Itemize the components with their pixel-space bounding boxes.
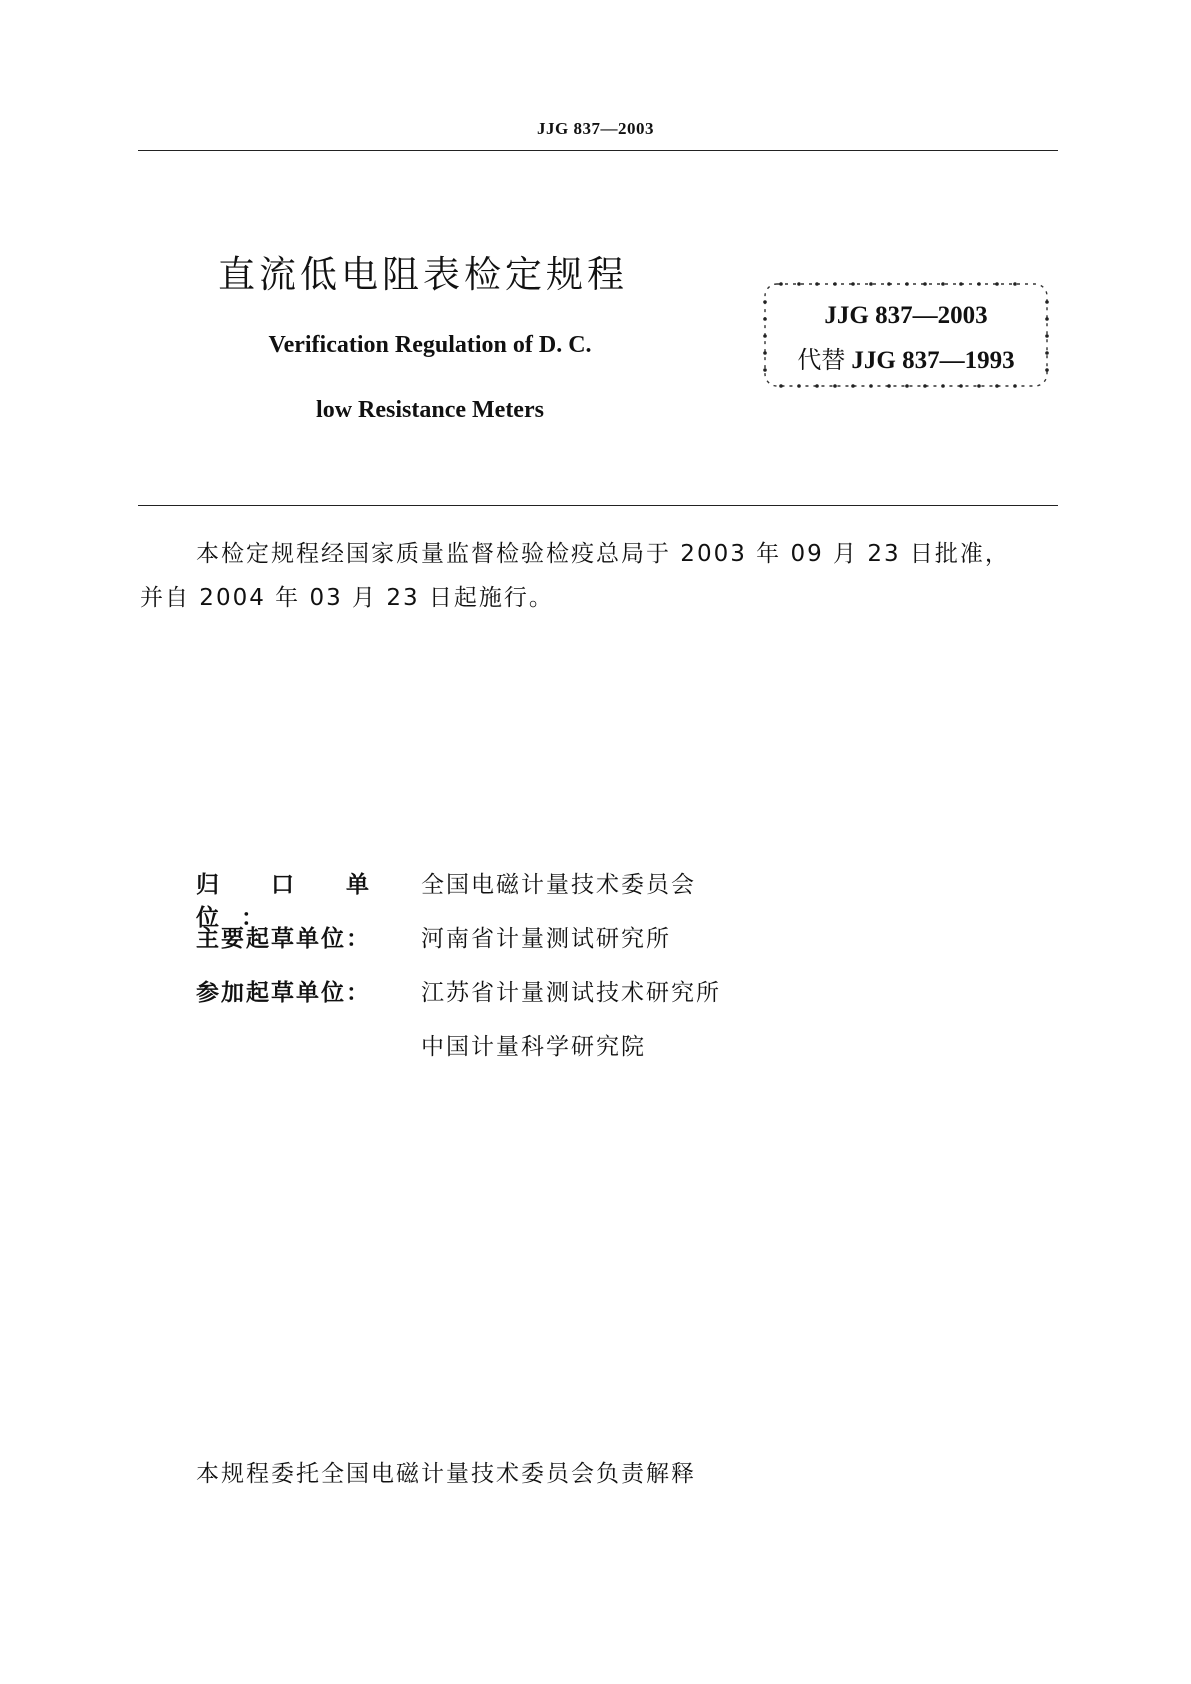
- unit-value: 全国电磁计量技术委员会: [421, 872, 696, 898]
- middle-rule: [138, 505, 1058, 506]
- unit-value: 河南省计量测试研究所: [421, 926, 671, 952]
- unit-value: 江苏省计量测试技术研究所: [421, 980, 721, 1006]
- top-rule: [138, 150, 1058, 151]
- title-english-line2: low Resistance Meters: [316, 397, 544, 423]
- standard-code-box: [761, 280, 1051, 390]
- title-english-line1: Verification Regulation of D. C.: [268, 332, 592, 358]
- approval-line2: 并自 2004 年 03 月 23 日起施行。: [140, 585, 554, 611]
- unit-label: 主要起草单位：: [196, 926, 371, 952]
- header-code: JJG 837—2003: [537, 119, 654, 138]
- approval-line1-text: 本检定规程经国家质量监督检验检疫总局于 2003 年 09 月 23 日批准，: [196, 541, 1010, 567]
- title-chinese: 直流低电阻表检定规程: [218, 253, 628, 296]
- approval-line1: [140, 532, 1060, 576]
- interpretation-note: 本规程委托全国电磁计量技术委员会负责解释: [196, 1461, 696, 1487]
- unit-label: 归 口 单 位：: [196, 872, 392, 931]
- approval-paragraph: [140, 532, 1060, 620]
- unit-label: 参加起草单位：: [196, 980, 371, 1006]
- replaces-code: JJG 837—1993: [851, 347, 1015, 374]
- unit-value: 中国计量科学研究院: [421, 1034, 646, 1060]
- replaces-label: 代替: [797, 346, 846, 374]
- replaces-line: [761, 340, 1051, 375]
- current-code: JJG 837—2003: [824, 302, 988, 329]
